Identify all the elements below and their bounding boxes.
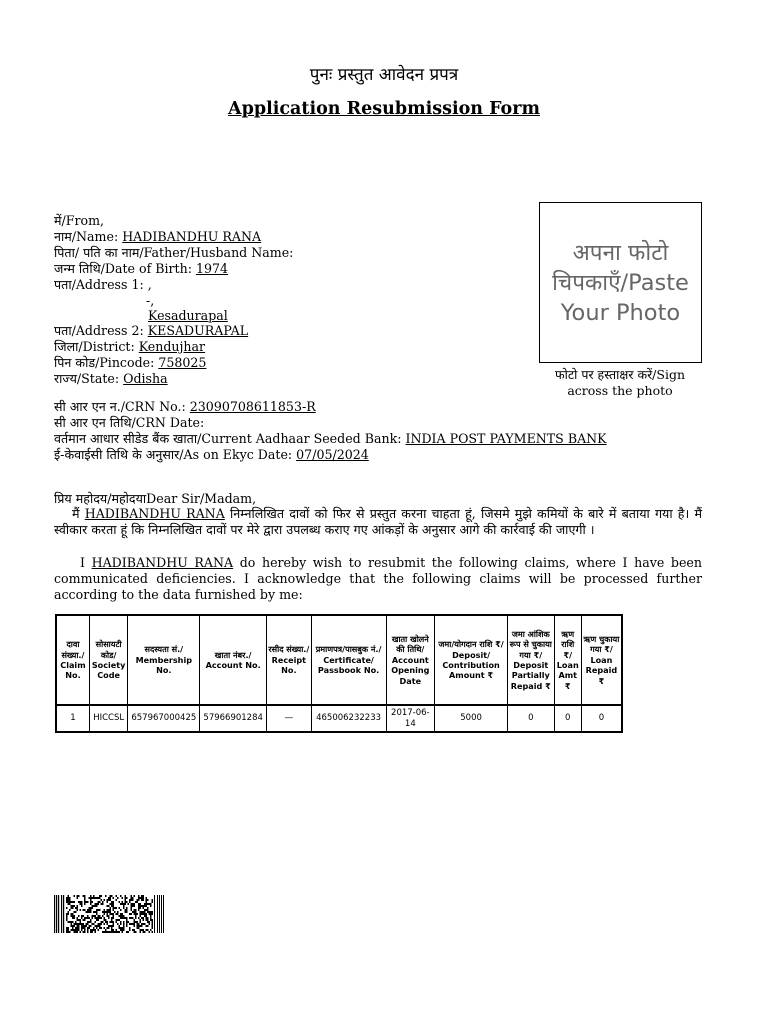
claims-table [55,614,623,733]
opening-date-header: खाता खोलने की तिथि/ Account Opening Date [386,615,435,705]
state-value: Odisha [123,371,168,386]
table-row [56,705,622,732]
claim-no-header: दावा संख्या./ Claim No. [56,615,89,705]
hindi-form-title: पुनः प्रस्तुत आवेदन प्रपत्र [309,65,459,85]
pincode-row: पिन कोड/Pincode: 758025 [54,355,207,370]
partially-repaid-header: जमा आंशिक रूप से चुकाया गया ₹/ Deposit Partially Repaid ₹ [508,615,555,705]
deposit-amount-header: जमा/योगदान राशि ₹/ Deposit/ Contribution Amount ₹ [435,615,508,705]
table-cell: 465006232233 [311,705,386,732]
photo-sign-note: फोटो पर हस्ताक्षर करें/Sign across the photo [554,367,686,398]
address1-label: पता/Address 1: , [54,277,152,292]
loan-amount-header: ऋण राशि ₹/ Loan Amt ₹ [554,615,581,705]
table-cell: 0 [554,705,581,732]
hindi-declaration: मैं HADIBANDHU RANA निम्नलिखित दावों को फिर से प्रस्तुत करना चाहता हूं, जिसमे मुझे कमियों के बारे में बताया गया है। मैं स्वीकार करता हूं कि निम्नलिखित दावों पर मेरे द्वारा उपलब्ध कराए गए आंकड़ों के अनुसार आगे की कार्रवाई की जाएगी । [54,506,702,537]
account-no-header: खाता नंबर./ Account No. [200,615,267,705]
state-row: राज्य/State: Odisha [54,371,168,386]
english-declaration: I HADIBANDHU RANA do hereby wish to resubmit the following claims, where I have been communicated deficiencies. I acknowledge that the following claims will be processed further according to the data furnished by me: [54,555,702,602]
pdf417-barcode [54,895,164,933]
membership-no-header: सदस्यता सं./ Membership No. [128,615,200,705]
district-row: जिला/District: Kendujhar [54,339,206,354]
address2-value: KESADURAPAL [147,323,249,338]
table-cell: 57966901284 [200,705,267,732]
crn-row: सी आर एन न./CRN No.: 23090708611853-R [54,399,316,414]
father-name-label: पिता/ पति का नाम/Father/Husband Name: [54,245,294,260]
crn-date-label: सी आर एन तिथि/CRN Date: [54,415,205,430]
english-declaration-name: HADIBANDHU RANA [91,555,234,570]
bank-row: वर्तमान आधार सीडेड बैंक खाता/Current Aadhaar Seeded Bank: INDIA POST PAYMENTS BANK [54,431,607,446]
address1-line2: -, [146,293,155,308]
bank-value: INDIA POST PAYMENTS BANK [405,431,607,446]
table-cell: 5000 [435,705,508,732]
name-value: HADIBANDHU RANA [122,229,262,244]
table-cell: 0 [581,705,622,732]
table-cell: 657967000425 [128,705,200,732]
society-code-header: सोसायटी कोड/ Society Code [89,615,127,705]
dob-row: जन्म तिथि/Date of Birth: 1974 [54,261,229,276]
english-form-title: Application Resubmission Form [228,99,540,119]
pincode-value: 758025 [158,355,207,370]
ekyc-date-value: 07/05/2024 [296,447,369,462]
crn-value: 23090708611853-R [189,399,316,414]
hindi-declaration-name: HADIBANDHU RANA [84,506,225,521]
certificate-no-header: प्रमाणपत्र/पासबुक नं./ Certificate/ Passbook No. [311,615,386,705]
receipt-no-header: रसीद संख्या./ Receipt No. [267,615,312,705]
table-cell: HICCSL [89,705,127,732]
ekyc-row: ई-केवाईसी तिथि के अनुसार/As on Ekyc Date: 07/05/2024 [54,447,369,462]
table-header-row [56,615,622,705]
photo-placeholder-box: अपना फोटो चिपकाएँ/Paste Your Photo [539,202,702,363]
address1-line3: Kesadurapal [148,308,228,323]
table-cell: — [267,705,312,732]
table-cell: 1 [56,705,89,732]
district-value: Kendujhar [138,339,206,354]
name-row: नाम/Name: HADIBANDHU RANA [54,229,262,244]
table-cell: 0 [508,705,555,732]
dob-value: 1974 [195,261,229,276]
address2-row: पता/Address 2: KESADURAPAL [54,323,249,338]
table-cell: 2017-06-14 [386,705,435,732]
salutation: प्रिय महोदय/महोदयाDear Sir/Madam, [54,491,257,506]
from-label: में/From, [54,213,105,228]
loan-repaid-header: ऋण चुकाया गया ₹/ Loan Repaid ₹ [581,615,622,705]
